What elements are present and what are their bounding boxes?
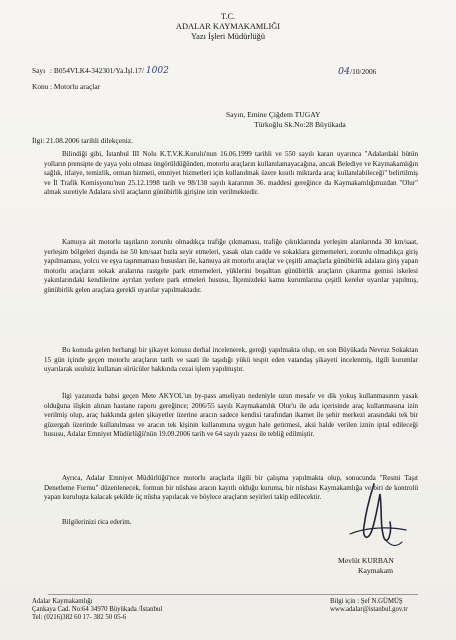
closing-line: Bilgilerinizi rica ederim. [62,518,132,526]
konu-value: : Motorlu araçlar [50,82,101,91]
handwritten-signature [340,482,412,556]
date-handwritten: 04 [338,66,351,77]
header-tc: T.C. [220,12,236,21]
footer-institution: Adalar Kaymakamlığı [32,598,93,605]
paragraph-2-text: Kamuya ait motorlu taşıtların zorunlu olmadıkça trafiğe çıkmaması, trafiğe çıktıklarında yerleşim alanlarında 30 km/saat, yerleşim bölgeleri dışında ise 50 km/saat hızla seyir etmeleri, yasak olan cadde ve sokaklara girmemeleri, zorunlu olmadıkça giriş yapılmaması, yolcu ve eşya taşınmaması hususları ile, kamuya ait motorlu araçlar ve çeşitli amaçlarla günübirlik adalara giriş yapan motorlu araçların sokak aralarına rastgele park etmemeleri, yüklerini boşalttan günübirlik araçların çıkartma gemisi iskelesi yakınlarındaki kendilerine ayrılan yerlere park etmeleri hususu, İlçemizdeki kamu kurumlarına çeşitli kereler uyarılar yapılmış, günübirlik gelen araçlara gerekli uyarılar yapılmaktadır. [44,238,418,294]
footer-contact: Bilgi için : Şef N.GÜMÜŞ [330,598,403,605]
signatory-name: Mevlüt KURBAN [338,556,394,565]
footer-divider [48,594,418,595]
header-institution: ADALAR KAYMAKAMLIĞI [175,22,281,31]
paragraph-4 [44,392,418,440]
date-printed: /10/2006 [350,67,377,76]
reference-line: İlgi: 21.08.2006 tarihli dilekçeniz. [32,136,133,145]
recipient-address: Türkoğlu Sk.No:28 Büyükada [254,120,346,129]
paragraph-3 [44,346,418,375]
header-department: Yazı İşleri Müdürlüğü [190,32,266,41]
sayi-handwritten: 1002 [145,66,169,76]
footer-website: www.adalar@istanbul.gov.tr [330,606,408,613]
recipient-name: Sayın, Emine Çiğdem TUGAY [226,110,321,119]
paragraph-5-text: Ayrıca, Adalar Emniyet Müdürlüğü'nce motorlu araçlarla ilgili bir çalışma yapılmakta olup, sonucunda "Resmi Taşıt Denetleme Formu" düzenlenecek, formun bir nüshası aracın kayıtlı olduğu kuruma, bir nüshası Kaymakamlığa ve biri de kontrolü yapan kuruluşta kalacak şekilde üç nüsha yapılacak ve böylece araçların seyirleri takip edilecektir. [44,474,418,502]
subject-line [32,82,100,91]
paragraph-1 [44,150,418,198]
reference-number [32,66,169,76]
paragraph-3-text: Bu konuda gelen herhangi bir şikayet konusu derhal incelenerek, gereği yapılmakta olup, en son Büyükada Nevruz Sokaktan 15 gün içinde geçen motorlu araçların tarih ve saati ile taşıdığı yükü tespit eden vatandaş şikayeti incelenmiş, ilgili kurumlar uyarılarak usulsüz kullanan sürücüler hakkında cezai işlem yapılmıştır. [44,346,418,374]
signatory-title: Kaymakam [358,566,394,575]
paragraph-4-text: İlgi yazınızda bahsi geçen Mete AKYOL'un by-pass ameliyatı nedeniyle uzun mesafe ve dik yokuş kullanmasının yasak olduğuna ilişkin alınan hastane raporu gereğince; 2006/55 sayılı Kaymakamlık Olur'u ile ada içerisinde araç kullanmasına izin verilmiş olup, araç hakkında gelen şikayetler üzerine aracın sadece kendisi tarafından ikamet ile şehir merkezi arasındaki tek bir güzergah üzerinde kullanılması ve aracın tek kişinin kullanımına uygun hale getirmesi, aksi halde verilen iznin iptal edileceği hususu, Adalar Emniyet Müdürlüğü'nün 19.09.2006 tarih ve 64 sayılı yazısı ile tebliğ edilmiştir. [44,392,418,439]
sayi-value: : B054VLK4-342301/Ya.İşl.17/ [50,66,144,75]
footer-address: Çankaya Cad. No:64 34970 Büyükada /İstanbul [32,606,163,613]
sayi-label: Sayı [32,66,46,75]
paragraph-1-text: Bilindiği gibi, İstanbul III Nolu K.T.V.K.Kurulu'nun 16.06.1999 tarihli ve 550 sayılı kararı uyarınca "Adalardaki bütün yolların prensipte de yaya yolu olması öngörüldüğünden, motorlu araçların kullanılamayacağına, ancak Belediye ve Kaymakamlığın sağlık, itfaiye, temizlik, orman hizmeti, emniyet hizmetleri için kullanılmak üzere kısıtlı miktarda araç kullanılabileceği" belirtilmiş ve İl Trafik Komisyonu'nun 25.12.1998 tarih ve 98/138 sayılı kararının 36. maddesi gereğince da Kaymakamlığımızdan "Olur" almak suretiyle Adalara sivil araçların günübirlik girişine izin verilmektedir. [44,150,418,197]
footer-phone: Tel: (0216)382 60 17- 382 50 05-6 [32,614,127,621]
konu-label: Konu [32,82,49,91]
document-date [338,66,376,77]
paragraph-2 [44,238,418,296]
